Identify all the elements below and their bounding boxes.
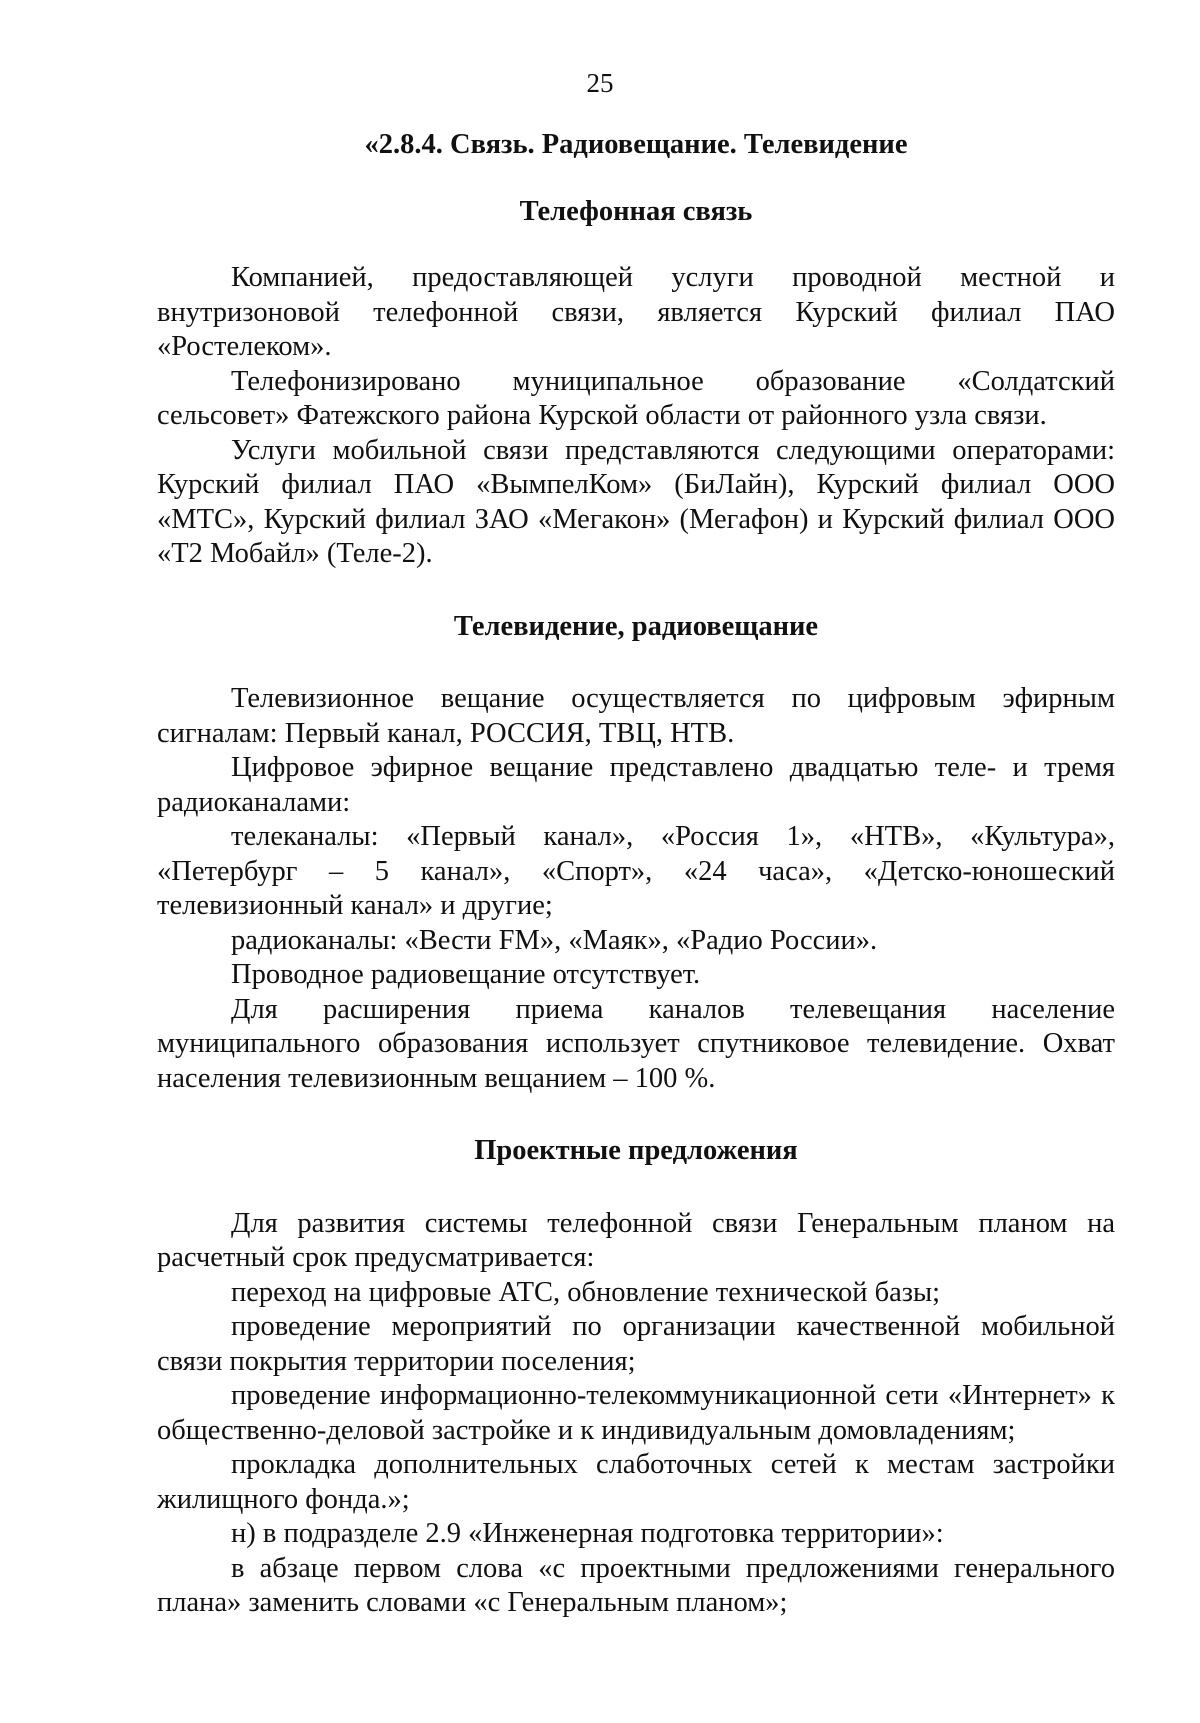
section-heading: «2.8.4. Связь. Радиовещание. Телевидение (364, 129, 908, 160)
paragraph: проведение мероприятий по организации качественной мобильной связи покрытия территории поселения; (157, 1311, 1115, 1377)
paragraph: в абзаце первом слова «с проектными предложениями генерального плана» заменить словами «с Генеральным планом»; (157, 1552, 1115, 1618)
paragraph: Для расширения приема каналов телевещания население муниципального образования использует спутниковое телевидение. Охват населения телевизионным вещанием – 100 %. (157, 993, 1115, 1094)
paragraph: проведение информационно-телекоммуникационной сети «Интернет» к общественно-деловой застройке и к индивидуальным домовладениям; (157, 1380, 1115, 1446)
paragraph: Телефонизировано муниципальное образование «Солдатский сельсовет» Фатежского района Курской области от районного узла связи. (157, 365, 1115, 431)
paragraph: телеканалы: «Первый канал», «Россия 1», «НТВ», «Культура», «Петербург – 5 канал», «Спорт», «24 часа», «Детско-юношеский телевизионный канал» и другие; (157, 821, 1115, 921)
paragraph: Компанией, предоставляющей услуги проводной местной и внутризоновой телефонной связи, является Курский филиал ПАО «Ростелеком». (157, 262, 1115, 362)
paragraph: переход на цифровые АТС, обновление технической базы; (231, 1276, 941, 1308)
paragraph: Телевизионное вещание осуществляется по цифровым эфирным сигналам: Первый канал, РОССИЯ, ТВЦ, НТВ. (157, 683, 1115, 749)
paragraph: Проводное радиовещание отсутствует. (231, 959, 701, 990)
paragraph: прокладка дополнительных слаботочных сетей к местам застройки жилищного фонда.»; (157, 1449, 1115, 1515)
paragraph: н) в подразделе 2.9 «Инженерная подготовка территории»: (231, 1518, 944, 1549)
document-body (157, 128, 1115, 1621)
paragraph: радиоканалы: «Вести FM», «Маяк», «Радио России». (231, 924, 878, 956)
subheading-tv: Телевидение, радиовещание (453, 610, 819, 642)
paragraph: Цифровое эфирное вещание представлено двадцатью теле- и тремя радиоканалами: (157, 752, 1115, 818)
page-number: 25 (586, 68, 614, 98)
paragraph: Для развития системы телефонной связи Генеральным планом на расчетный срок предусматривается: (157, 1207, 1115, 1273)
subheading-phone: Телефонная связь (519, 195, 753, 227)
subheading-proposals: Проектные предложения (474, 1135, 798, 1166)
paragraph: Услуги мобильной связи представляются следующими операторами: Курский филиал ПАО «ВымпелКом» (БиЛайн), Курский филиал ООО «МТС», Курский филиал ЗАО «Мегакон» (Мегафон) и Курский филиал ООО «Т2 Мобайл» (Теле-2). (157, 434, 1115, 569)
